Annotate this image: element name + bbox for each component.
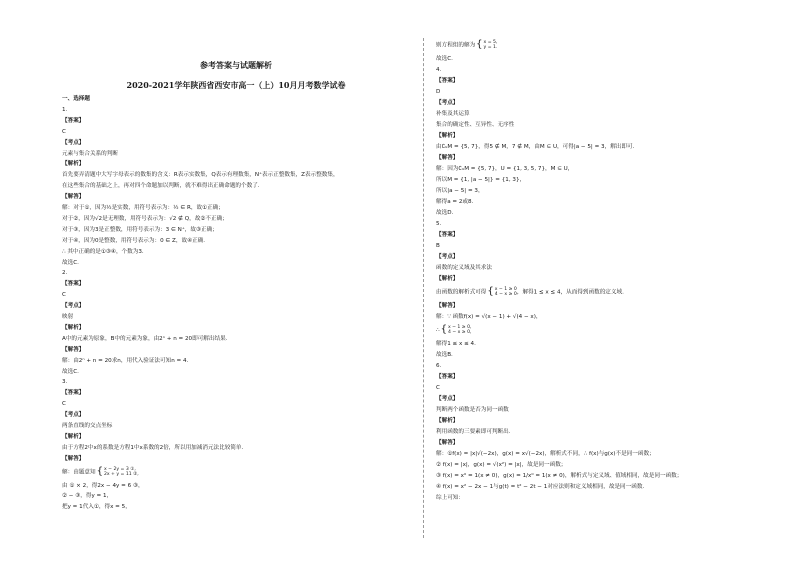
left-column-line — [62, 107, 67, 114]
equation-line: 4 − x ≥ 0, — [447, 330, 472, 335]
brace-symbol: { — [476, 39, 483, 50]
line-text: 首先要弄清题中大写字母表示的数集的含义：R表示实数集，Q表示有理数集，N⁺表示正整数集，Z表示整数集， — [62, 172, 339, 179]
left-column-line — [62, 336, 227, 343]
line-text: ③ f(x) = x⁰ = 1(x ≠ 0)，g(x) = 1/x⁰ = 1(x ≠ 0)，解析式与定义域、值域相同，故是同一函数； — [436, 473, 683, 479]
left-column-line — [62, 281, 84, 288]
right-column-line — [436, 188, 484, 195]
line-text: ② − ③，得y = 1， — [62, 493, 113, 500]
left-column-line — [62, 467, 139, 477]
line-text: 解得a = 2或8. — [436, 199, 474, 205]
line-text: B — [436, 243, 440, 249]
left-column-line — [62, 504, 131, 511]
right-column-line — [436, 177, 525, 184]
right-column-line — [436, 418, 458, 425]
right-column-line — [436, 67, 441, 74]
line-text: 解：∵ 函数f(x) = √(x − 1) + √(4 − x)， — [436, 314, 542, 320]
line-text: C — [436, 385, 440, 391]
line-text: 【考点】 — [62, 303, 85, 310]
line-text: 【解答】 — [436, 440, 459, 446]
right-column-line — [436, 429, 511, 436]
line-text: 对于②，因为√2是无理数，用符号表示为：√2 ∉ Q，故②不正确； — [62, 215, 228, 222]
line-text: 所以M = {1, |a − 5|} = {1, 3}， — [436, 177, 526, 183]
left-column-line — [62, 423, 112, 430]
equation-line: x − 1 ≥ 0, — [447, 325, 472, 330]
line-text: 利用函数的三要素即可判断出. — [436, 429, 511, 435]
line-text-after: ，解得1 ≤ x ≤ 4，从而得到函数的定义域. — [516, 289, 624, 296]
line-text: 把y = 1代入①，得x = 5， — [62, 504, 131, 511]
line-text: 3. — [62, 379, 68, 386]
right-column-line — [436, 341, 476, 348]
document-subtitle: 2020-2021学年陕西省西安市高一（上）10月月考数学试卷 — [126, 80, 346, 90]
right-column-line — [436, 440, 458, 447]
right-column-line — [436, 155, 458, 162]
line-text: 6. — [436, 363, 442, 369]
right-column-line — [436, 56, 453, 63]
line-text: 元素与集合关系的判断 — [62, 150, 118, 157]
right-column-line — [436, 199, 473, 206]
right-column-line — [436, 89, 440, 96]
line-text: 在这些集合的基础之上，再对四个命题加以判断，就不难得出正确命题的个数了. — [62, 183, 260, 190]
right-column-line — [436, 144, 634, 151]
line-text: 1. — [62, 106, 68, 113]
right-column-line — [436, 287, 624, 297]
left-column-line — [62, 227, 218, 234]
right-column-line — [436, 473, 682, 480]
right-column-line — [436, 111, 470, 118]
right-column-line — [436, 352, 453, 359]
line-text: 解：由题意知 — [62, 469, 96, 476]
line-text: 【考点】 — [436, 396, 459, 402]
right-column-line — [436, 407, 509, 414]
left-column-line — [62, 194, 84, 201]
left-column-line — [62, 483, 144, 490]
line-text: 由 ① × 2，得2x − 4y = 6 ③， — [62, 482, 144, 489]
line-text: 【答案】 — [436, 232, 459, 238]
line-text: 【答案】 — [62, 117, 85, 124]
line-text: 集合的确定性、互异性、无序性 — [436, 122, 515, 128]
left-column-line — [62, 270, 67, 277]
equation-line: 4 − x ≥ 0 — [494, 292, 517, 297]
column-divider — [423, 38, 424, 538]
left-column-line — [62, 456, 84, 463]
left-column-line — [62, 401, 66, 408]
line-text: 【解答】 — [62, 194, 85, 201]
left-column-line — [62, 493, 112, 500]
line-text: 所以|a − 5| = 3， — [436, 188, 484, 194]
left-column-line — [62, 325, 84, 332]
line-text: C — [62, 128, 66, 135]
right-column-line — [436, 314, 542, 321]
line-text: 【解析】 — [436, 276, 459, 282]
line-text: 【考点】 — [62, 412, 85, 419]
right-column-line — [436, 451, 655, 458]
line-text: 【解析】 — [436, 133, 459, 139]
right-column-line — [436, 166, 573, 173]
left-column-line — [62, 118, 84, 125]
right-column-line — [436, 484, 644, 491]
right-column-line — [436, 210, 453, 217]
line-text: A中的元素为原象，B中的元素为象，由2ⁿ + n = 20即可解出结果. — [62, 335, 228, 342]
line-text: C — [62, 292, 66, 299]
right-column-line — [436, 325, 472, 335]
line-text: 则方程组的解为 — [436, 42, 476, 49]
line-text: 【考点】 — [436, 100, 459, 106]
equation-line: x − 2y = 3 ①, — [103, 466, 136, 472]
right-column-line — [436, 254, 458, 261]
line-text: ∴ 其中正确的是①③④，个数为3. — [62, 248, 144, 255]
right-column-line — [436, 303, 458, 310]
left-column-line — [62, 347, 84, 354]
left-column-line — [62, 249, 144, 256]
line-text: 函数的定义域及其求法 — [436, 265, 492, 271]
line-text: ④ f(x) = x² − 2x − 1与g(t) = t² − 2t − 1对应法则和定义域相同，故是同一函数. — [436, 484, 645, 490]
line-text: 由于方程2中x的系数是方程1中x系数的2倍，所以用加减消元法比较简单. — [62, 444, 244, 451]
right-column-line — [436, 462, 566, 469]
line-text: 【考点】 — [436, 254, 459, 260]
brace-symbol: { — [487, 286, 494, 297]
line-text: 【答案】 — [62, 390, 85, 397]
left-column-line — [62, 129, 66, 136]
line-text: ∴ — [436, 327, 440, 334]
left-column-line — [62, 205, 224, 212]
left-column-line — [62, 358, 188, 365]
left-column-line — [62, 151, 118, 158]
line-text: 【答案】 — [436, 78, 459, 84]
line-text: 对于④，因为0是整数，用符号表示为：0 ∈ Z，故④正确. — [62, 237, 206, 244]
equation-system — [104, 467, 139, 477]
left-column-line — [62, 434, 84, 441]
line-text: 【解析】 — [62, 161, 85, 168]
line-text: 解得1 ≤ x ≤ 4. — [436, 341, 476, 347]
right-column-line — [436, 78, 458, 85]
equation-line: x − 1 ≥ 0 — [494, 287, 517, 292]
line-text: 由函数的解析式可得 — [436, 289, 487, 296]
left-column-line — [62, 445, 243, 452]
equation-line: 2x + y = 11 ②, — [103, 471, 139, 477]
right-column-line — [436, 396, 458, 403]
right-column-line — [436, 133, 458, 140]
document-title: 参考答案与试题解析 — [200, 60, 272, 70]
line-text: 解：①f(x) = |x|√(−2x)，g(x) = x√(−2x)，解析式不同，∴ f(x)与g(x)不是同一函数； — [436, 451, 655, 457]
right-column-line — [436, 221, 441, 228]
line-text: 补集及其运算 — [436, 111, 470, 117]
left-column-line — [62, 260, 79, 267]
line-text: 2. — [62, 270, 68, 277]
left-column-line — [62, 161, 84, 168]
left-column-line — [62, 303, 84, 310]
right-column-line — [436, 495, 464, 502]
left-column-line — [62, 379, 67, 386]
line-text: ② f(x) = |x|，g(x) = √(x²) = |x|，故是同一函数； — [436, 462, 567, 468]
line-text: 对于③，因为3是正整数，用符号表示为：3 ∈ N⁺，故③正确； — [62, 226, 218, 233]
left-column-line — [62, 172, 339, 179]
line-text: 综上可知： — [436, 495, 464, 501]
line-text: 故选C. — [62, 368, 79, 375]
equation-line: x = 5, — [483, 40, 498, 45]
line-text: C — [62, 401, 66, 408]
brace-symbol: { — [440, 324, 447, 335]
line-text: 5. — [436, 221, 442, 227]
line-text: 解：由2ⁿ + n = 20求n，用代入验证法可知n = 4. — [62, 357, 189, 364]
left-column-line — [62, 140, 84, 147]
line-text: 判断两个函数是否为同一函数 — [436, 407, 509, 413]
left-column-line — [62, 390, 84, 397]
line-text: 4. — [436, 67, 442, 73]
left-column-line — [62, 96, 90, 103]
line-text: 【解析】 — [436, 418, 459, 424]
line-text: 【解答】 — [62, 346, 85, 353]
line-text: 【答案】 — [62, 281, 85, 288]
equation-system — [484, 40, 498, 50]
line-text: 由∁ᵤM = {5, 7}，得5 ∉ M，7 ∉ M，由M ⊆ U，可得|a − 5| = 3，解出即可. — [436, 144, 635, 150]
line-text: 【解析】 — [62, 324, 85, 331]
right-column-line — [436, 385, 440, 392]
left-column-line — [62, 238, 205, 245]
line-text: 【考点】 — [62, 139, 85, 146]
line-text: 两条直线的交点坐标 — [62, 423, 113, 429]
line-text: 故选C. — [62, 259, 79, 266]
line-text: 映射 — [62, 314, 74, 320]
right-column-line — [436, 363, 441, 370]
left-column-line — [62, 216, 228, 223]
line-text: 故选B. — [436, 352, 453, 358]
left-column-line — [62, 314, 73, 321]
line-text: 【解答】 — [436, 155, 459, 161]
right-column-line — [436, 374, 458, 381]
right-column-line — [436, 232, 458, 239]
equation-line: y = 1. — [483, 45, 498, 50]
equation-system — [448, 325, 472, 335]
left-column-line — [62, 412, 84, 419]
line-text: 解：对于①，因为½是实数，用符号表示为：½ ∈ R，故①正确； — [62, 205, 224, 211]
line-text: 【解答】 — [62, 455, 85, 462]
left-column-line — [62, 183, 260, 190]
right-column-line — [436, 100, 458, 107]
line-text: 【答案】 — [436, 374, 459, 380]
right-column-line — [436, 265, 492, 272]
line-text: 【解析】 — [62, 433, 85, 440]
right-column-line — [436, 276, 458, 283]
right-column-line — [436, 40, 497, 50]
line-text: 解：因为∁ᵤM = {5, 7}，U = {1, 3, 5, 7}，M ⊆ U， — [436, 166, 574, 172]
line-text: 【解答】 — [436, 303, 459, 309]
left-column-line — [62, 369, 79, 376]
equation-system — [495, 287, 517, 297]
line-text: D — [436, 89, 441, 95]
line-text: 故选C. — [436, 56, 453, 62]
line-text: 故选D. — [436, 210, 454, 216]
brace-symbol: { — [96, 465, 103, 477]
right-column-line — [436, 243, 440, 250]
line-text: 一、选择题 — [62, 96, 90, 102]
right-column-line — [436, 122, 514, 129]
left-column-line — [62, 292, 66, 299]
